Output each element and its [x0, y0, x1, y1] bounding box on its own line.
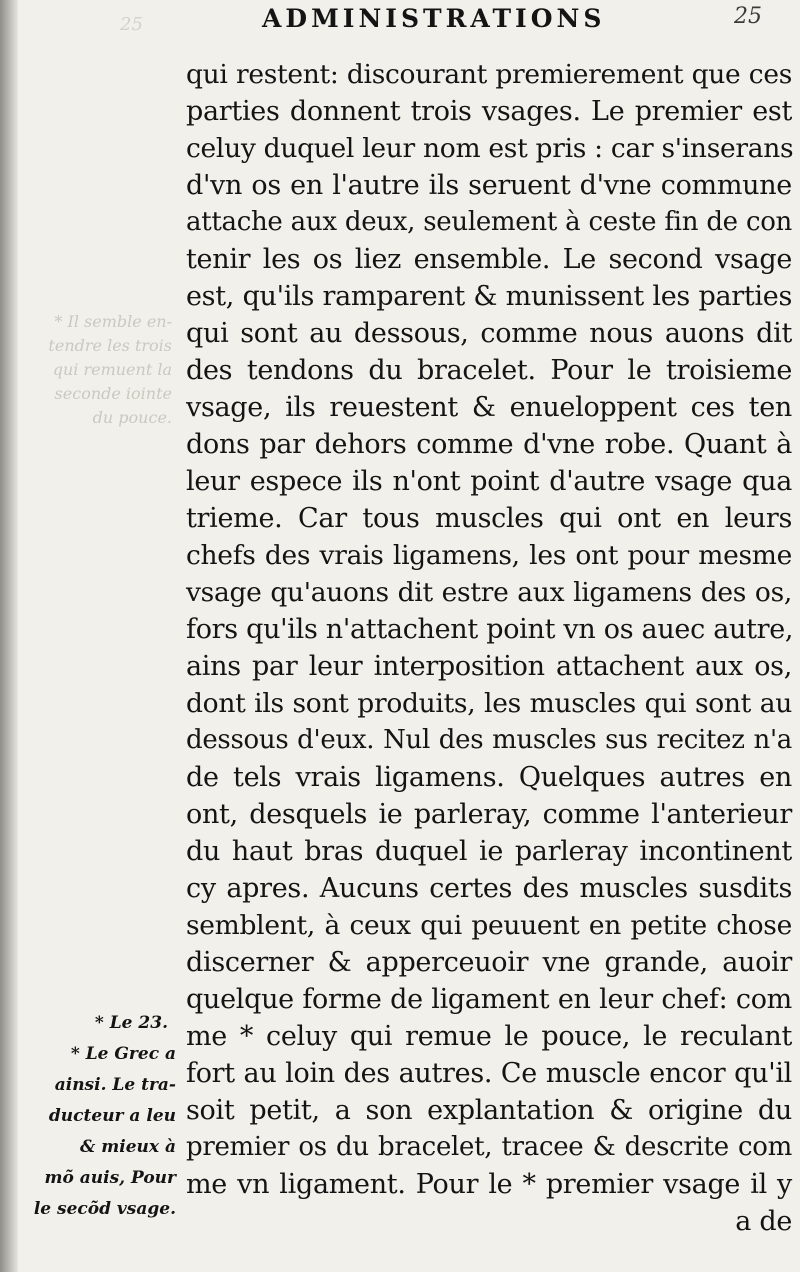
margin-note-line: * Le Grec a [70, 1044, 176, 1064]
text-line: me * celuy qui remue le pouce, le reculant [186, 1021, 792, 1052]
text-line: cy apres. Aucuns certes des muscles susdits [186, 873, 792, 904]
text-line: trieme. Car tous muscles qui ont en leurs [186, 503, 792, 534]
text-line: attache aux deux, seulement à ceste fin de con [186, 207, 792, 237]
text-line: de tels vrais ligamens. Quelques autres en [186, 762, 792, 793]
main-text-block [186, 56, 792, 1240]
text-line: celuy duquel leur nom est pris : car s'inserans [186, 133, 794, 164]
bleed-through-line: * Il semble en- [54, 312, 172, 331]
margin-note-line: le secõd vsage. [33, 1199, 176, 1219]
text-line: discerner & apperceuoir vne grande, auoir [186, 947, 792, 978]
text-line: dessous d'eux. Nul des muscles sus recitez n'a [186, 725, 792, 755]
margin-note-line: mõ auis, Pour [44, 1168, 176, 1188]
bleed-through-line: qui remuent la [52, 360, 172, 379]
bleed-through-note [24, 310, 172, 430]
page-gutter-shadow [0, 0, 18, 1272]
bleed-through-line: seconde iointe [54, 384, 172, 403]
text-line: ains par leur interposition attachent aux os, [186, 651, 792, 682]
margin-note-line: ainsi. Le tra- [54, 1075, 176, 1095]
catchword: a de [735, 1206, 792, 1237]
margin-note-line: ducteur a leu [48, 1106, 176, 1126]
text-line: chefs des vrais ligamens, les ont pour mesme [186, 540, 792, 571]
text-line: vsage qu'auons dit estre aux ligamens des os, [186, 577, 792, 608]
text-line: me vn ligament. Pour le * premier vsage il y [186, 1169, 792, 1200]
text-line: dont ils sont produits, les muscles qui sont au [186, 688, 792, 719]
text-line: parties donnent trois vsages. Le premier est [186, 96, 792, 127]
margin-notes [26, 1008, 176, 1225]
text-line: fors qu'ils n'attachent point vn os auec autre, [186, 614, 794, 645]
text-line: soit petit, a son explantation & origine du [186, 1095, 792, 1126]
text-line: qui restent: discourant premierement que ces [186, 59, 792, 90]
bleed-through-line: tendre les trois [48, 336, 172, 355]
text-line: qui sont au dessous, comme nous auons dit [186, 318, 792, 349]
text-line: leur espece ils n'ont point d'autre vsage qua [186, 466, 792, 497]
text-line: premier os du bracelet, tracee & descrite com [186, 1132, 792, 1162]
text-line: du haut bras duquel ie parleray incontinent [186, 836, 792, 867]
text-line: dons par dehors comme d'vne robe. Quant à [186, 429, 792, 460]
running-head: ADMINISTRATIONS [262, 4, 606, 33]
text-line: semblent, à ceux qui peuuent en petite chose [186, 910, 792, 941]
text-line: est, qu'ils ramparent & munissent les parties [186, 281, 792, 312]
text-line: d'vn os en l'autre ils seruent d'vne commune [186, 170, 792, 201]
page-number: 25 [734, 4, 762, 29]
text-line: vsage, ils reuestent & enueloppent ces ten [186, 392, 792, 423]
text-line: quelque forme de ligament en leur chef: com [186, 984, 792, 1015]
bleed-through-page-number: 25 [120, 14, 143, 35]
bleed-through-line: du pouce. [92, 408, 172, 427]
text-line: ont, desquels ie parleray, comme l'anterieur [186, 799, 792, 830]
margin-note-line: * Le 23. [94, 1013, 168, 1033]
text-line: tenir les os liez ensemble. Le second vsage [186, 244, 792, 275]
text-line: fort au loin des autres. Ce muscle encor qu'il [186, 1058, 792, 1089]
text-line: des tendons du bracelet. Pour le troisieme [186, 355, 792, 386]
margin-note-line: & mieux à [80, 1137, 176, 1157]
